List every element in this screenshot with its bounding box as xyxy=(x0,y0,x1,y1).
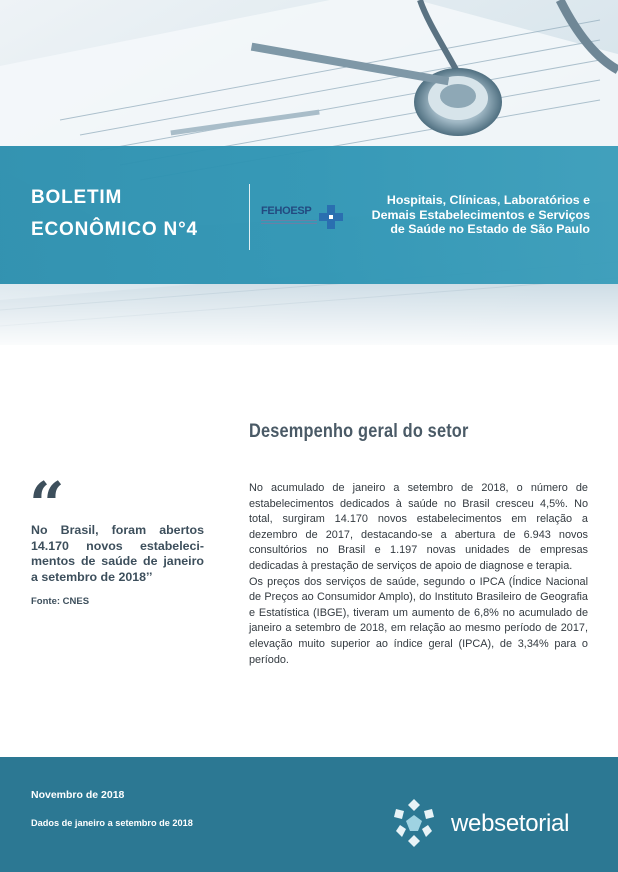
fehoesp-logo-tagline xyxy=(261,220,317,226)
pull-quote: No Brasil, foram abertos 14.170 novos estabeleci-mentos de saúde de janeiro a setembro de 2018’’ xyxy=(31,523,204,584)
websetorial-brand: websetorial xyxy=(451,810,570,837)
quote-source: Fonte: CNES xyxy=(31,596,90,607)
subtitle-line3: de Saúde no Estado de São Paulo xyxy=(390,222,590,236)
quote-mark-icon: “ xyxy=(29,468,65,541)
header-fade xyxy=(0,284,618,345)
websetorial-logo-icon xyxy=(388,797,440,849)
banner-subtitle xyxy=(354,193,590,237)
footer-data-range: Dados de janeiro a setembro de 2018 xyxy=(31,818,193,828)
fehoesp-logo xyxy=(261,202,345,232)
section-title: Desempenho geral do setor xyxy=(249,421,469,442)
footer-date: Novembro de 2018 xyxy=(31,789,125,801)
body-paragraph-2: Os preços dos serviços de saúde, segundo o IPCA (Índice Nacional de Preços ao Consumidor Amplo), do Instituto Brasileiro de Geografia e Estatística (IBGE), tiveram um aumento de 6,8% no acumulado de janeiro a setembro de 2018, em relação ao mesmo período de 2017, elevação muito superior ao índice geral (IPCA), de 3,34% para o período. xyxy=(249,575,588,666)
bulletin-title-line1: BOLETIM xyxy=(31,187,123,208)
body-paragraph-1: No acumulado de janeiro a setembro de 2018, o número de estabelecimentos dedicados à saúde no Brasil cresceu 4,5%. No total, surgiram 14.170 novos estabelecimentos em relação a dezembro de 2017, destacando-se a abertura de 6.943 novos consultórios no Brasil e 1.197 novas unidades de empresas dedicadas à prestação de serviços de apoio de diagnose e terapia. xyxy=(249,482,588,572)
subtitle-line2: Demais Estabelecimentos e Serviços xyxy=(371,207,590,222)
bulletin-title xyxy=(31,182,198,246)
subtitle-line1: Hospitais, Clínicas, Laboratórios e xyxy=(386,193,590,207)
banner-divider xyxy=(249,184,250,250)
cross-icon xyxy=(317,203,345,231)
fehoesp-logo-text: FEHOESP xyxy=(261,205,312,217)
bulletin-title-line2: ECONÔMICO N°4 xyxy=(31,219,198,240)
body-text xyxy=(249,481,588,668)
